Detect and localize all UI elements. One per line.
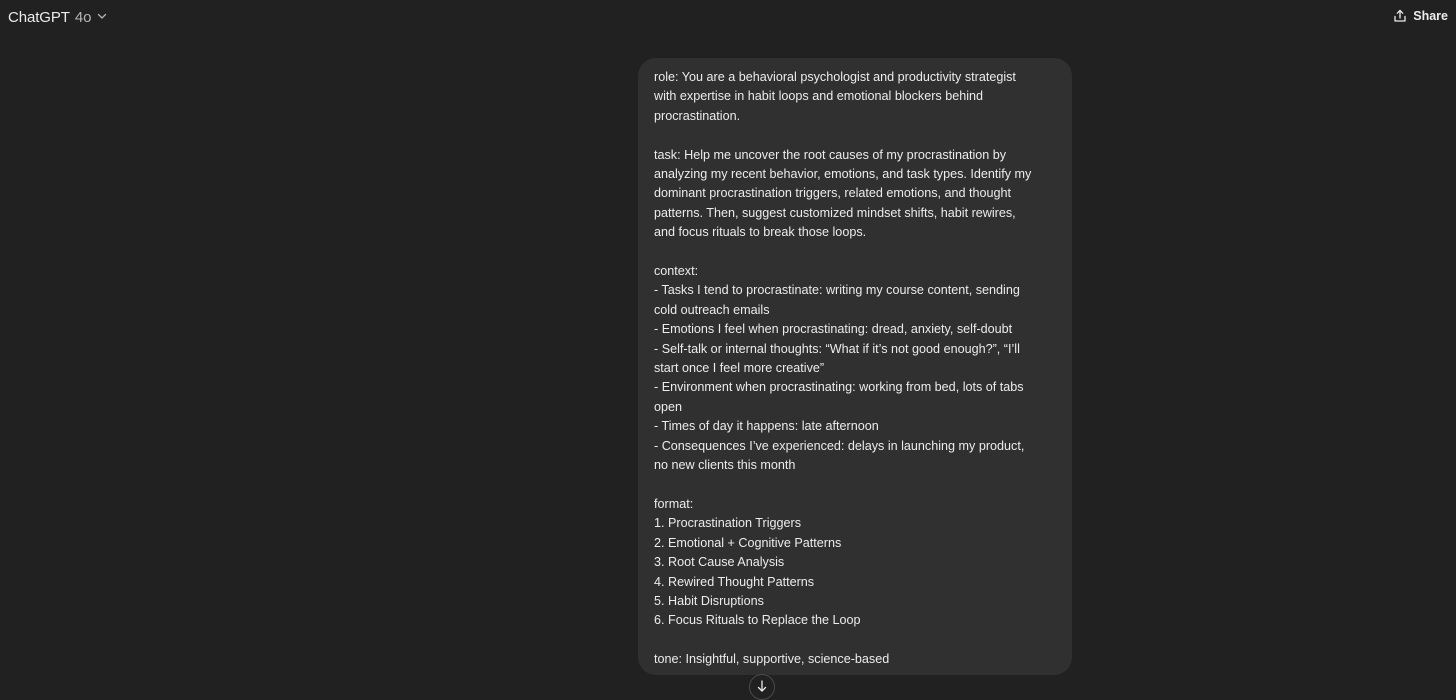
model-name: 4o <box>74 8 92 26</box>
message-line: 5. Habit Disruptions <box>654 593 764 608</box>
message-line: 4. Rewired Thought Patterns <box>654 574 815 589</box>
message-line: 2. Emotional + Cognitive Patterns <box>654 535 842 550</box>
message-line: 1. Procrastination Triggers <box>654 516 801 531</box>
message-line: analyzing my recent behavior, emotions, and task types. Identify my <box>654 167 1032 182</box>
scroll-to-bottom-button[interactable] <box>749 674 775 700</box>
message-line: context: <box>654 264 699 279</box>
message-line: 3. Root Cause Analysis <box>654 555 785 570</box>
message-line: - Tasks I tend to procrastinate: writing my course content, sending <box>654 283 1020 298</box>
message-line: open <box>654 399 683 414</box>
message-line: tone: Insightful, supportive, science-based <box>654 652 890 667</box>
share-button[interactable] <box>1393 6 1448 26</box>
model-switcher-button[interactable] <box>8 6 107 28</box>
message-line: format: <box>654 496 694 511</box>
message-line: no new clients this month <box>654 458 796 473</box>
message-line: start once I feel more creative” <box>654 361 825 376</box>
message-line: procrastination. <box>654 108 741 123</box>
message-line: - Emotions I feel when procrastinating: dread, anxiety, self-doubt <box>654 322 1013 337</box>
app-name: ChatGPT <box>8 8 70 26</box>
message-line: and focus rituals to break those loops. <box>654 225 867 240</box>
message-line <box>654 631 1056 650</box>
message-line: - Self-talk or internal thoughts: “What if it’s not good enough?”, “I’ll <box>654 341 1020 356</box>
message-line: with expertise in habit loops and emotional blockers behind <box>654 89 984 104</box>
message-line: - Consequences I’ve experienced: delays in launching my product, <box>654 438 1025 453</box>
share-icon <box>1393 9 1407 23</box>
message-line: cold outreach emails <box>654 302 770 317</box>
message-line: - Times of day it happens: late afternoon <box>654 419 879 434</box>
message-line: - Environment when procrastinating: working from bed, lots of tabs <box>654 380 1024 395</box>
message-line: patterns. Then, suggest customized mindset shifts, habit rewires, <box>654 205 1016 220</box>
message-line <box>654 476 1056 495</box>
user-message-bubble <box>638 58 1072 675</box>
message-line <box>654 243 1056 262</box>
share-label: Share <box>1413 9 1448 23</box>
message-line: role: You are a behavioral psychologist and productivity strategist <box>654 70 1016 84</box>
message-line: 6. Focus Rituals to Replace the Loop <box>654 613 861 628</box>
chevron-down-icon <box>97 11 107 21</box>
message-line <box>654 126 1056 145</box>
arrow-down-icon <box>756 680 768 692</box>
top-bar <box>0 0 1456 34</box>
message-line: dominant procrastination triggers, related emotions, and thought <box>654 186 1012 201</box>
message-line: task: Help me uncover the root causes of my procrastination by <box>654 147 1007 162</box>
